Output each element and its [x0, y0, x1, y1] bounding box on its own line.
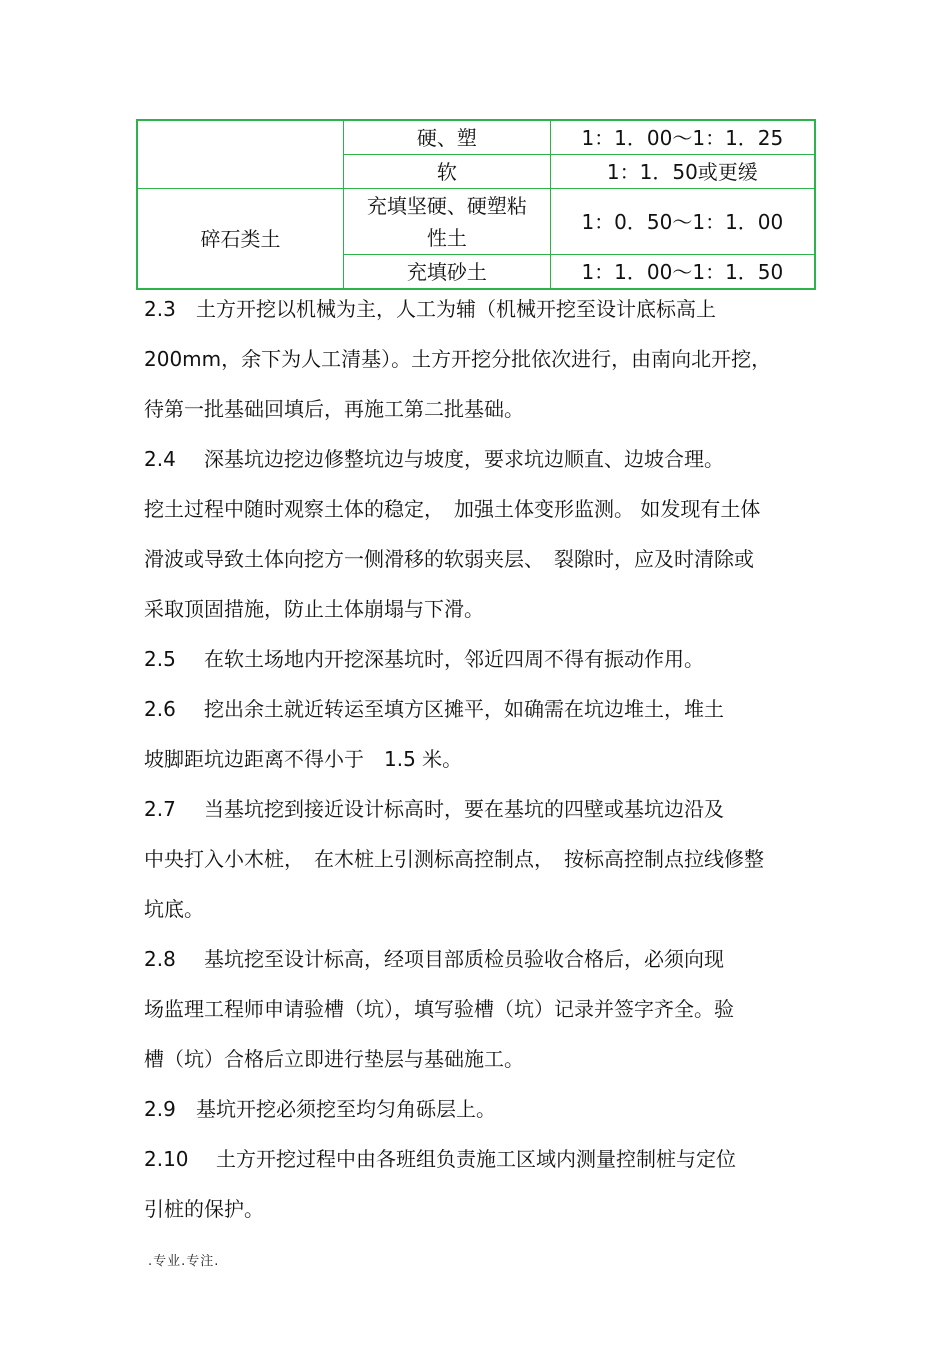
section-number: 2.9 [144, 1097, 176, 1121]
section-number: 2.10 [144, 1147, 189, 1171]
section-2-10 [144, 1134, 824, 1234]
section-2-7 [144, 784, 824, 934]
section-2-3 [144, 284, 824, 434]
paragraph-text: 当基坑挖到接近设计标高时，要在基坑的四壁或基坑边沿及 [204, 797, 724, 821]
table-row [137, 120, 815, 155]
paragraph-text: 深基坑边挖边修整坑边与坡度，要求坑边顺直、边坡合理。 [204, 447, 724, 471]
paragraph-line: 滑波或导致土体向挖方一侧滑移的软弱夹层、 裂隙时，应及时清除或 [144, 547, 754, 571]
paragraph-text: 基坑开挖必须挖至均匀角砾层上。 [196, 1097, 496, 1121]
table-cell-slope-ratio: 1：1．00～1：1．25 [550, 120, 815, 155]
paragraph-line [144, 434, 824, 484]
paragraph-line [144, 784, 824, 834]
paragraph-line: 场监理工程师申请验槽（坑），填写验槽（坑）记录并签字齐全。验 [144, 997, 734, 1021]
section-number: 2.4 [144, 447, 176, 471]
paragraph-line: 200mm，余下为人工清基）。土方开挖分批依次进行，由南向北开挖， [144, 347, 772, 371]
table-cell-slope-ratio: 1：1．50或更缓 [550, 155, 815, 189]
table-cell-slope-ratio: 1：0．50～1：1．00 [550, 189, 815, 255]
section-2-9 [144, 1084, 824, 1134]
table-cell-slope-ratio: 1：1．00～1：1．50 [550, 255, 815, 290]
paragraph-text: 在软土场地内开挖深基坑时，邻近四周不得有振动作用。 [204, 647, 704, 671]
paragraph-line [144, 284, 824, 334]
paragraph-line [144, 934, 824, 984]
table-cell-soil-type [137, 120, 344, 189]
page-footer: .专业.专注. [148, 1254, 220, 1269]
section-number: 2.8 [144, 947, 176, 971]
paragraph-line: 采取顶固措施，防止土体崩塌与下滑。 [144, 597, 484, 621]
section-number: 2.5 [144, 647, 176, 671]
paragraph-line: 待第一批基础回填后，再施工第二批基础。 [144, 397, 524, 421]
table-cell-soil-state [344, 189, 551, 255]
paragraph-line: 引桩的保护。 [144, 1197, 264, 1221]
section-number: 2.3 [144, 297, 176, 321]
table-cell-soil-type: 碎石类土 [137, 189, 344, 290]
section-number: 2.6 [144, 697, 176, 721]
table-cell-soil-state: 硬、塑 [344, 120, 551, 155]
paragraph-line: 槽（坑）合格后立即进行垫层与基础施工。 [144, 1047, 524, 1071]
slope-ratio-table [136, 119, 816, 290]
table-cell-soil-state: 软 [344, 155, 551, 189]
paragraph-line: 坡脚距坑边距离不得小于 1.5 米。 [144, 747, 463, 771]
paragraph-line: 坑底。 [144, 897, 204, 921]
section-2-5 [144, 634, 824, 684]
paragraph-line: 中央打入小木桩， 在木桩上引测标高控制点， 按标高控制点拉线修整 [144, 847, 764, 871]
paragraph-line [144, 1134, 824, 1184]
section-2-8 [144, 934, 824, 1084]
section-2-4 [144, 434, 824, 634]
table-row [137, 189, 815, 255]
paragraph-line [144, 684, 824, 734]
table-cell-soil-state: 充填砂土 [344, 255, 551, 290]
paragraph-line [144, 634, 824, 684]
table-cell-line: 性土 [426, 225, 467, 250]
paragraph-text: 土方开挖过程中由各班组负责施工区域内测量控制桩与定位 [216, 1147, 736, 1171]
paragraph-line [144, 1084, 824, 1134]
paragraph-line: 挖土过程中随时观察土体的稳定， 加强土体变形监测。 如发现有土体 [144, 497, 761, 521]
section-2-6 [144, 684, 824, 784]
table-cell-line: 充填坚硬、硬塑粘 [366, 193, 527, 218]
paragraph-text: 挖出余土就近转运至填方区摊平，如确需在坑边堆土，堆土 [204, 697, 724, 721]
section-number: 2.7 [144, 797, 176, 821]
paragraph-text: 基坑挖至设计标高，经项目部质检员验收合格后，必须向现 [204, 947, 724, 971]
paragraph-text: 土方开挖以机械为主，人工为辅（机械开挖至设计底标高上 [196, 297, 716, 321]
